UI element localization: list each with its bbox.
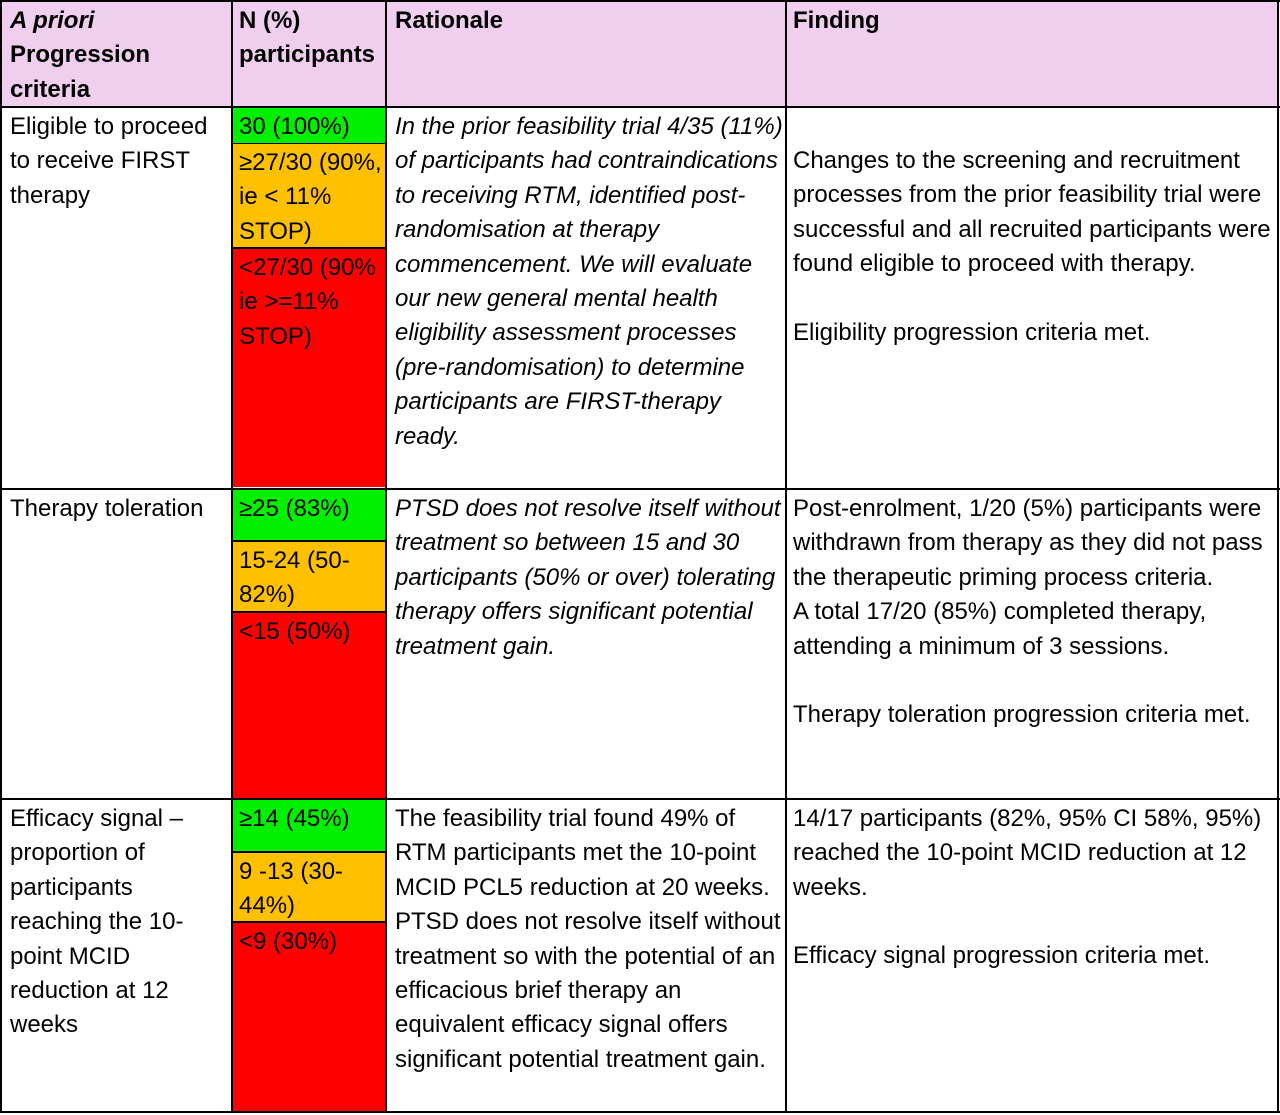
border-left xyxy=(0,0,2,1113)
row2-level-green: ≥25 (83%) xyxy=(233,490,385,540)
row2-finding-completion: A total 17/20 (85%) completed therapy, attending a minimum of 3 sessions. xyxy=(793,598,1207,660)
row3-criterion: Efficacy signal – proportion of participants reaching the 10-point MCID reduction at 12 weeks xyxy=(10,805,184,1039)
row1-level-red: <27/30 (90% ie >=11% STOP) xyxy=(233,249,385,487)
row2-rationale: PTSD does not resolve itself without treatment so between 15 and 30 participants (50% or over) tolerating therapy offers significant potential treatment gain. xyxy=(395,495,781,660)
border-header xyxy=(0,106,1280,108)
border-row2 xyxy=(0,798,1280,800)
row3-finding-text: 14/17 participants (82%, 95% CI 58%, 95%) reached the 10-point MCID reduction at 12 weeks. xyxy=(793,805,1262,901)
header-criteria-italic: A priori xyxy=(10,7,95,34)
row2-level-red: <15 (50%) xyxy=(233,613,385,798)
row1-rationale: In the prior feasibility trial 4/35 (11%) of participants had contraindications to receiving RTM, identified post-randomisation at therapy commencement. We will evaluate our new general mental health eligibility assessment processes (pre-randomisation) to determine participants are FIRST-therapy ready. xyxy=(395,113,783,450)
row2-finding-conclusion: Therapy toleration progression criteria met. xyxy=(793,701,1251,729)
row2-finding-text: Post-enrolment, 1/20 (5%) participants were withdrawn from therapy as they did not pass the therapeutic priming process criteria. xyxy=(793,495,1263,591)
header-n-participants: N (%) participants xyxy=(231,2,387,106)
row1-level-amber: ≥27/30 (90%, ie < 11% STOP) xyxy=(233,144,385,247)
border-top xyxy=(0,0,1280,2)
row1-criterion: Eligible to proceed to receive FIRST therapy xyxy=(10,113,208,209)
row3-finding xyxy=(785,800,1278,1111)
row3-level-red: <9 (30%) xyxy=(233,923,385,1111)
row1-finding xyxy=(785,108,1278,488)
row1-finding-text: Changes to the screening and recruitment processes from the prior feasibility trial were successful and all recruited participants were found eligible to proceed with therapy. xyxy=(793,147,1271,278)
divider-r3-b xyxy=(231,921,387,923)
border-row1 xyxy=(0,488,1280,490)
divider-r2-a xyxy=(231,540,387,542)
divider-r3-a xyxy=(231,851,387,853)
border-col3 xyxy=(785,0,787,1113)
header-finding: Finding xyxy=(785,2,1278,106)
row2-finding xyxy=(785,490,1278,798)
row1-finding-conclusion: Eligibility progression criteria met. xyxy=(793,318,1151,346)
row3-finding-conclusion: Efficacy signal progression criteria met. xyxy=(793,942,1211,970)
divider-r1-a xyxy=(231,143,387,144)
row1-level-green: 30 (100%) xyxy=(233,108,385,143)
divider-r2-b xyxy=(231,611,387,613)
row3-level-green: ≥14 (45%) xyxy=(233,800,385,851)
row3-rationale: The feasibility trial found 49% of RTM participants met the 10-point MCID PCL5 reduction at 20 weeks. PTSD does not resolve itself without treatment so with the potential of an efficacious brief therapy an equivalent efficacy signal offers significant potential treatment gain. xyxy=(395,805,781,1073)
header-rationale: Rationale xyxy=(387,2,785,106)
border-col2 xyxy=(385,0,387,1113)
divider-r1-b xyxy=(231,247,387,249)
border-right xyxy=(1277,0,1279,1113)
row2-criterion: Therapy toleration xyxy=(10,495,204,522)
header-criteria xyxy=(2,2,231,106)
row3-level-amber: 9 -13 (30-44%) xyxy=(233,853,385,921)
row2-level-amber: 15-24 (50-82%) xyxy=(233,542,385,611)
border-col1 xyxy=(231,0,233,1113)
header-criteria-rest: Progression criteria xyxy=(10,41,151,103)
border-bottom xyxy=(0,1111,1280,1113)
